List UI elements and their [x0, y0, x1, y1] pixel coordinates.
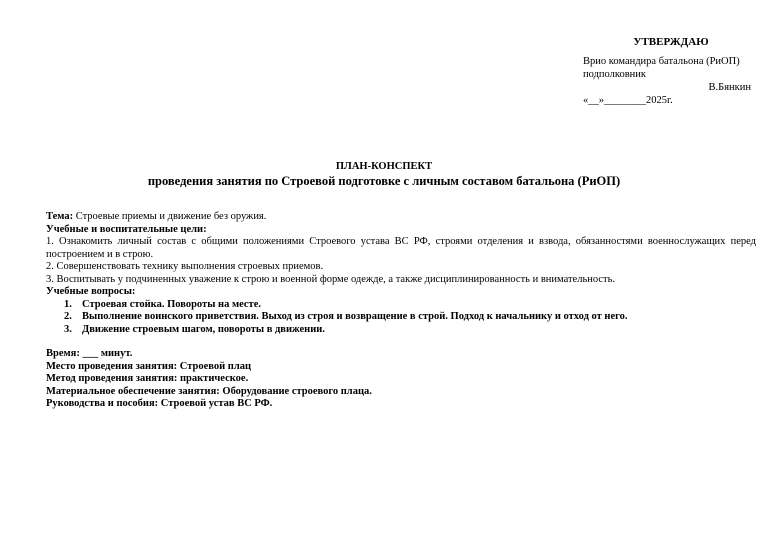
method-line: Метод проведения занятия: практическое. — [46, 373, 249, 384]
goals-label: Учебные и воспитательные цели: — [46, 223, 207, 235]
document-subtitle: проведения занятия по Строевой подготовке с личным составом батальона (РиОП) — [147, 174, 621, 188]
spacer — [46, 336, 756, 348]
question-number: 1. — [64, 298, 72, 310]
place-line: Место проведения занятия: Строевой плац — [46, 360, 252, 372]
question-number: 3. — [64, 323, 72, 335]
time-line: Время: ___ минут. — [46, 348, 133, 359]
question-text: Строевая стойка. Повороты на месте. — [82, 298, 261, 310]
approval-position: Врио командира батальона (РиОП) — [583, 56, 740, 67]
approval-rank: подполковник — [583, 69, 646, 80]
question-text: Движение строевым шагом, повороты в движении. — [82, 323, 325, 335]
approval-block — [583, 36, 751, 107]
questions-list — [46, 299, 756, 337]
goal-item: 1. Ознакомить личный состав с общими положениями Строевого устава ВС РФ, строями отделения и взвода, обязанностями военнослужащих перед построением и в строю. — [46, 236, 756, 260]
question-number: 2. — [64, 311, 72, 322]
goal-item: 3. Воспитывать у подчиненных уважение к строю и военной форме одежде, а также дисциплинированность и внимательность. — [46, 273, 616, 285]
manuals-line: Руководства и пособия: Строевой устав ВС РФ. — [46, 398, 273, 409]
topic-line — [46, 211, 756, 224]
question-item — [46, 311, 756, 324]
approval-signer: В.Бянкин — [708, 82, 751, 93]
topic-label: Тема: — [46, 211, 74, 222]
support-line: Материальное обеспечение занятия: Оборудование строевого плаца. — [46, 385, 372, 397]
questions-label: Учебные вопросы: — [46, 286, 136, 297]
approval-heading: УТВЕРЖДАЮ — [633, 36, 709, 48]
document-body — [46, 211, 756, 411]
goal-item: 2. Совершенствовать технику выполнения строевых приемов. — [46, 261, 324, 272]
question-text: Выполнение воинского приветствия. Выход из строя и возвращение в строй. Подход к начальнику и отход от него. — [82, 311, 628, 322]
document-title: ПЛАН-КОНСПЕКТ — [335, 161, 433, 172]
question-item — [46, 299, 756, 312]
approval-date: «__»________2025г. — [583, 95, 673, 106]
topic-value: Строевые приемы и движение без оружия. — [73, 211, 267, 222]
question-item — [46, 324, 756, 337]
